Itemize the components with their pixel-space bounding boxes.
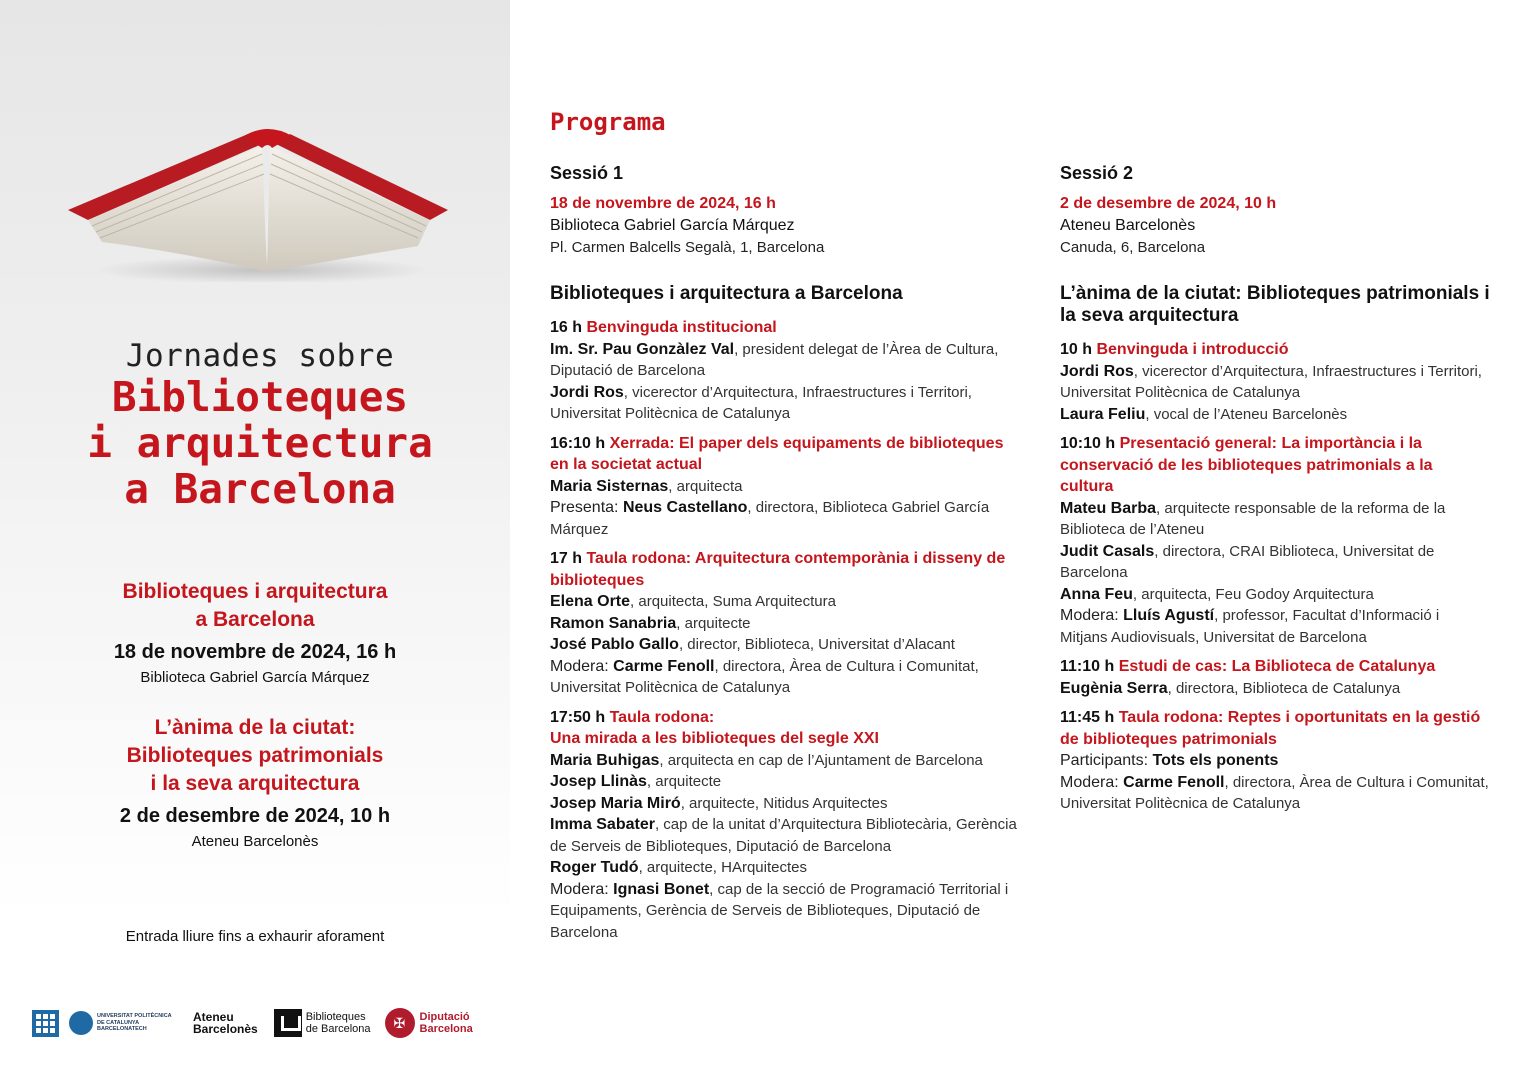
- speaker-description: , vicerector d’Arquitectura, Infraestructures i Territori, Universitat Politècnica de Catalunya: [550, 383, 972, 422]
- speaker-description: , arquitecte, Nitidus Arquitectes: [680, 794, 888, 812]
- program-item-time: 10 h: [1060, 341, 1093, 358]
- speaker: [550, 339, 1020, 382]
- program-item-time: 16 h: [550, 319, 583, 336]
- speaker-name: Eugènia Serra: [1060, 679, 1168, 697]
- speaker-description: , arquitecte responsable de la reforma de la Biblioteca de l’Ateneu: [1060, 499, 1446, 538]
- program-item: [1060, 656, 1490, 699]
- event1-title-l1: Biblioteques i arquitectura: [122, 580, 388, 603]
- session1-label: Sessió 1: [550, 163, 624, 183]
- speaker: [550, 656, 1020, 699]
- speaker-name: Mateu Barba: [1060, 499, 1157, 517]
- speaker-name: Carme Fenoll: [613, 657, 715, 675]
- speaker: [550, 497, 1020, 540]
- speaker-description: , directora, Biblioteca de Catalunya: [1167, 679, 1401, 697]
- session1-column: [550, 160, 1020, 951]
- speaker-name: Maria Buhigas: [550, 751, 660, 769]
- speaker: [1060, 750, 1490, 772]
- speaker-description: , directora, Àrea de Cultura i Comunitat, Universitat Politècnica de Catalunya: [550, 657, 979, 696]
- event2-title-l2: Biblioteques patrimonials: [126, 744, 384, 767]
- program-item: [550, 433, 1020, 541]
- speaker-name: Imma Sabater: [550, 816, 655, 833]
- speaker-description: , cap de la unitat d’Arquitectura Bibliotecària, Gerència de Serveis de Biblioteques, Diputació de Barcelona: [550, 816, 1017, 855]
- speaker-description: , director, Biblioteca, Universitat d’Alacant: [678, 636, 955, 653]
- program-item-label: Benvinguda i introducció: [1096, 341, 1289, 358]
- ateneu-logo-l1: Ateneu: [193, 1010, 234, 1024]
- session2-column: [1060, 160, 1490, 823]
- speaker-description: , cap de la secció de Programació Territorial i Equipaments, Gerència de Serveis de Biblioteques, Diputació de Barcelona: [550, 880, 1009, 941]
- speaker-name: Ramon Sanabria: [550, 614, 677, 632]
- program-item-time: 11:45 h: [1060, 709, 1115, 726]
- speaker-name: Carme Fenoll: [1123, 773, 1225, 791]
- speaker: [550, 634, 1020, 656]
- speaker: [550, 814, 1020, 857]
- speaker-name: Roger Tudó: [550, 859, 639, 876]
- cover-title-line4: a Barcelona: [124, 465, 396, 513]
- program-item-heading: [1060, 433, 1490, 498]
- speaker-description: , directora, CRAI Biblioteca, Universitat de Barcelona: [1060, 542, 1435, 581]
- entrance-note: Entrada lliure fins a exhaurir aforament: [125, 928, 385, 945]
- speaker: [1060, 361, 1490, 404]
- speaker-name: Jordi Ros: [1060, 362, 1134, 380]
- speaker: [550, 382, 1020, 425]
- speaker-role: Modera:: [550, 880, 614, 898]
- speaker: [550, 613, 1020, 635]
- speaker-description: , arquitecta en cap de l’Ajuntament de Barcelona: [659, 751, 983, 769]
- program-item-time: 17 h: [550, 550, 583, 567]
- upc-barcelonatech-logo: [69, 1011, 173, 1035]
- program-item-label: Taula rodona: Reptes i oportunitats en la gestió de biblioteques patrimonials: [1060, 709, 1481, 748]
- program-item-time: 11:10 h: [1060, 658, 1115, 675]
- program-item-label: Benvinguda institucional: [586, 319, 777, 336]
- speaker-description: , directora, Àrea de Cultura i Comunitat, Universitat Politècnica de Catalunya: [1060, 773, 1489, 812]
- speaker: [1060, 772, 1490, 815]
- speaker: [1060, 404, 1490, 426]
- event2-place: Ateneu Barcelonès: [191, 833, 319, 850]
- session1-items: [550, 317, 1020, 943]
- upc-logo-text: UNIVERSITAT POLITÈCNICA DE CATALUNYA BARCELONATECH: [97, 1013, 172, 1033]
- biblioteques-logo: [274, 1009, 371, 1037]
- speaker-description: , president delegat de l’Àrea de Cultura, Diputació de Barcelona: [550, 340, 999, 379]
- program-item-heading: [550, 433, 1020, 476]
- speaker-name: Neus Castellano: [622, 499, 748, 516]
- speaker: [550, 476, 1020, 498]
- speaker-name: Maria Sisternas: [550, 477, 669, 495]
- programa-title: Programa: [550, 108, 666, 136]
- program-item-time: 16:10 h: [550, 434, 606, 452]
- program-item-label-2: Una mirada a les biblioteques del segle XXI: [550, 730, 879, 747]
- speaker-name: Anna Feu: [1060, 585, 1133, 603]
- speaker-description: , vocal de l’Ateneu Barcelonès: [1145, 405, 1348, 423]
- speaker-name: Josep Llinàs: [550, 773, 647, 790]
- diputacio-seal-icon: ✠: [385, 1008, 415, 1038]
- event2-title-l1: L’ànima de la ciutat:: [154, 716, 356, 739]
- upc-circle-icon: [69, 1011, 93, 1035]
- event1-date: 18 de novembre de 2024, 16 h: [113, 641, 397, 663]
- speaker-role: Modera:: [1060, 773, 1124, 791]
- cover-panel: [0, 0, 510, 1080]
- speaker: [550, 793, 1020, 815]
- open-book-image: [62, 122, 452, 282]
- session1-address: Pl. Carmen Balcells Segalà, 1, Barcelona: [550, 239, 825, 256]
- program-item-heading: [1060, 656, 1490, 678]
- program-item-heading: [550, 707, 1020, 750]
- biblioteques-logo-l2: de Barcelona: [305, 1023, 371, 1035]
- program-item: [550, 548, 1020, 699]
- speaker-name: Ignasi Bonet: [613, 880, 710, 898]
- sponsor-logos: [32, 1005, 483, 1041]
- event2-date: 2 de desembre de 2024, 10 h: [119, 805, 391, 827]
- speaker-description: , arquitecte: [646, 773, 722, 790]
- speaker: [550, 771, 1020, 793]
- speaker: [1060, 498, 1490, 541]
- program-item-label: Taula rodona: Arquitectura contemporània i disseny de biblioteques: [550, 550, 1006, 589]
- speaker: [550, 591, 1020, 613]
- speaker-role: Presenta:: [550, 499, 623, 516]
- cover-title: [0, 338, 520, 512]
- program-item-heading: [550, 317, 1020, 339]
- speaker-description: , arquitecta, Suma Arquitectura: [630, 593, 836, 610]
- speaker-description: , vicerector d’Arquitectura, Infraestructures i Territori, Universitat Politècnica de Catalunya: [1060, 362, 1482, 401]
- ateneu-logo-l2: Barcelonès: [193, 1022, 258, 1036]
- program-item-label: Estudi de cas: La Biblioteca de Catalunya: [1118, 658, 1436, 675]
- session1-place: Biblioteca Gabriel García Márquez: [550, 217, 795, 234]
- event1-title-l2: a Barcelona: [195, 608, 315, 631]
- speaker-name: José Pablo Gallo: [550, 636, 679, 653]
- speaker: [1060, 541, 1490, 584]
- event2-title-l3: i la seva arquitectura: [150, 772, 360, 795]
- speaker-description: , arquitecte, HArquitectes: [638, 859, 807, 876]
- speaker-description: , arquitecte: [676, 614, 751, 632]
- upc-grid-icon: [32, 1010, 59, 1037]
- speaker: [1060, 584, 1490, 606]
- speaker-description: , arquitecta, Feu Godoy Arquitectura: [1132, 585, 1374, 603]
- event1-place: Biblioteca Gabriel García Márquez: [140, 669, 370, 686]
- program-item: [1060, 339, 1490, 425]
- diputacio-logo: [385, 1008, 473, 1038]
- program-item: [1060, 707, 1490, 815]
- speaker-description: , directora, Biblioteca Gabriel García Márquez: [550, 499, 990, 538]
- event2-summary: [0, 714, 510, 854]
- program-item-time: 17:50 h: [550, 708, 606, 726]
- speaker-description: , professor, Facultat d’Informació i Mitjans Audiovisuals, Universitat de Barcelona: [1060, 607, 1440, 646]
- session2-label: Sessió 2: [1060, 163, 1134, 183]
- diputacio-logo-l1: Diputació: [419, 1011, 470, 1023]
- speaker-name: Jordi Ros: [550, 383, 624, 401]
- session2-items: [1060, 339, 1490, 815]
- cover-title-line3: i arquitectura: [87, 419, 433, 467]
- speaker-name: Im. Sr. Pau Gonzàlez Val: [550, 340, 735, 358]
- program-item-heading: [1060, 339, 1490, 361]
- program-item: [550, 707, 1020, 944]
- speaker-role: Modera:: [550, 657, 614, 675]
- program-item-label: Xerrada: El paper dels equipaments de biblioteques en la societat actual: [550, 434, 1004, 473]
- speaker-role: Participants:: [1060, 752, 1153, 769]
- program-item-label: Taula rodona:: [609, 708, 715, 726]
- speaker: [550, 750, 1020, 772]
- biblioteques-logo-l1: Biblioteques: [305, 1011, 366, 1023]
- session2-theme: L’ànima de la ciutat: Biblioteques patrimonials i la seva arquitectura: [1060, 283, 1490, 326]
- speaker: [1060, 678, 1490, 700]
- program-item: [1060, 433, 1490, 648]
- speaker-description: , arquitecta: [668, 477, 743, 495]
- speaker-role: Modera:: [1060, 607, 1124, 624]
- speaker-name: Judit Casals: [1060, 542, 1155, 560]
- session1-date: 18 de novembre de 2024, 16 h: [550, 195, 776, 212]
- program-item-heading: [550, 548, 1020, 591]
- speaker: [550, 879, 1020, 944]
- speaker: [1060, 605, 1490, 648]
- event1-summary: [0, 578, 510, 690]
- speaker-name: Lluís Agustí: [1123, 607, 1215, 624]
- speaker-name: Tots els ponents: [1152, 752, 1279, 769]
- program-item-label: Presentació general: La importància i la conservació de les biblioteques patrimonials a la cultura: [1060, 435, 1433, 495]
- session1-theme: Biblioteques i arquitectura a Barcelona: [550, 283, 903, 304]
- session2-address: Canuda, 6, Barcelona: [1060, 239, 1206, 256]
- speaker-name: Elena Orte: [550, 593, 631, 610]
- speaker-name: Laura Feliu: [1060, 405, 1146, 423]
- ateneu-logo: [183, 1011, 258, 1035]
- cover-title-line1: Jornades sobre: [125, 338, 395, 374]
- program-item: [550, 317, 1020, 425]
- speaker-name: Josep Maria Miró: [550, 794, 681, 812]
- upc-logo: [32, 1010, 59, 1037]
- cover-title-line2: Biblioteques: [111, 373, 409, 421]
- diputacio-logo-l2: Barcelona: [419, 1023, 473, 1035]
- session2-place: Ateneu Barcelonès: [1060, 217, 1196, 234]
- program-item-time: 10:10 h: [1060, 435, 1116, 452]
- biblioteques-icon: [274, 1009, 302, 1037]
- program-item-heading: [1060, 707, 1490, 750]
- session2-date: 2 de desembre de 2024, 10 h: [1060, 195, 1277, 212]
- speaker: [550, 857, 1020, 879]
